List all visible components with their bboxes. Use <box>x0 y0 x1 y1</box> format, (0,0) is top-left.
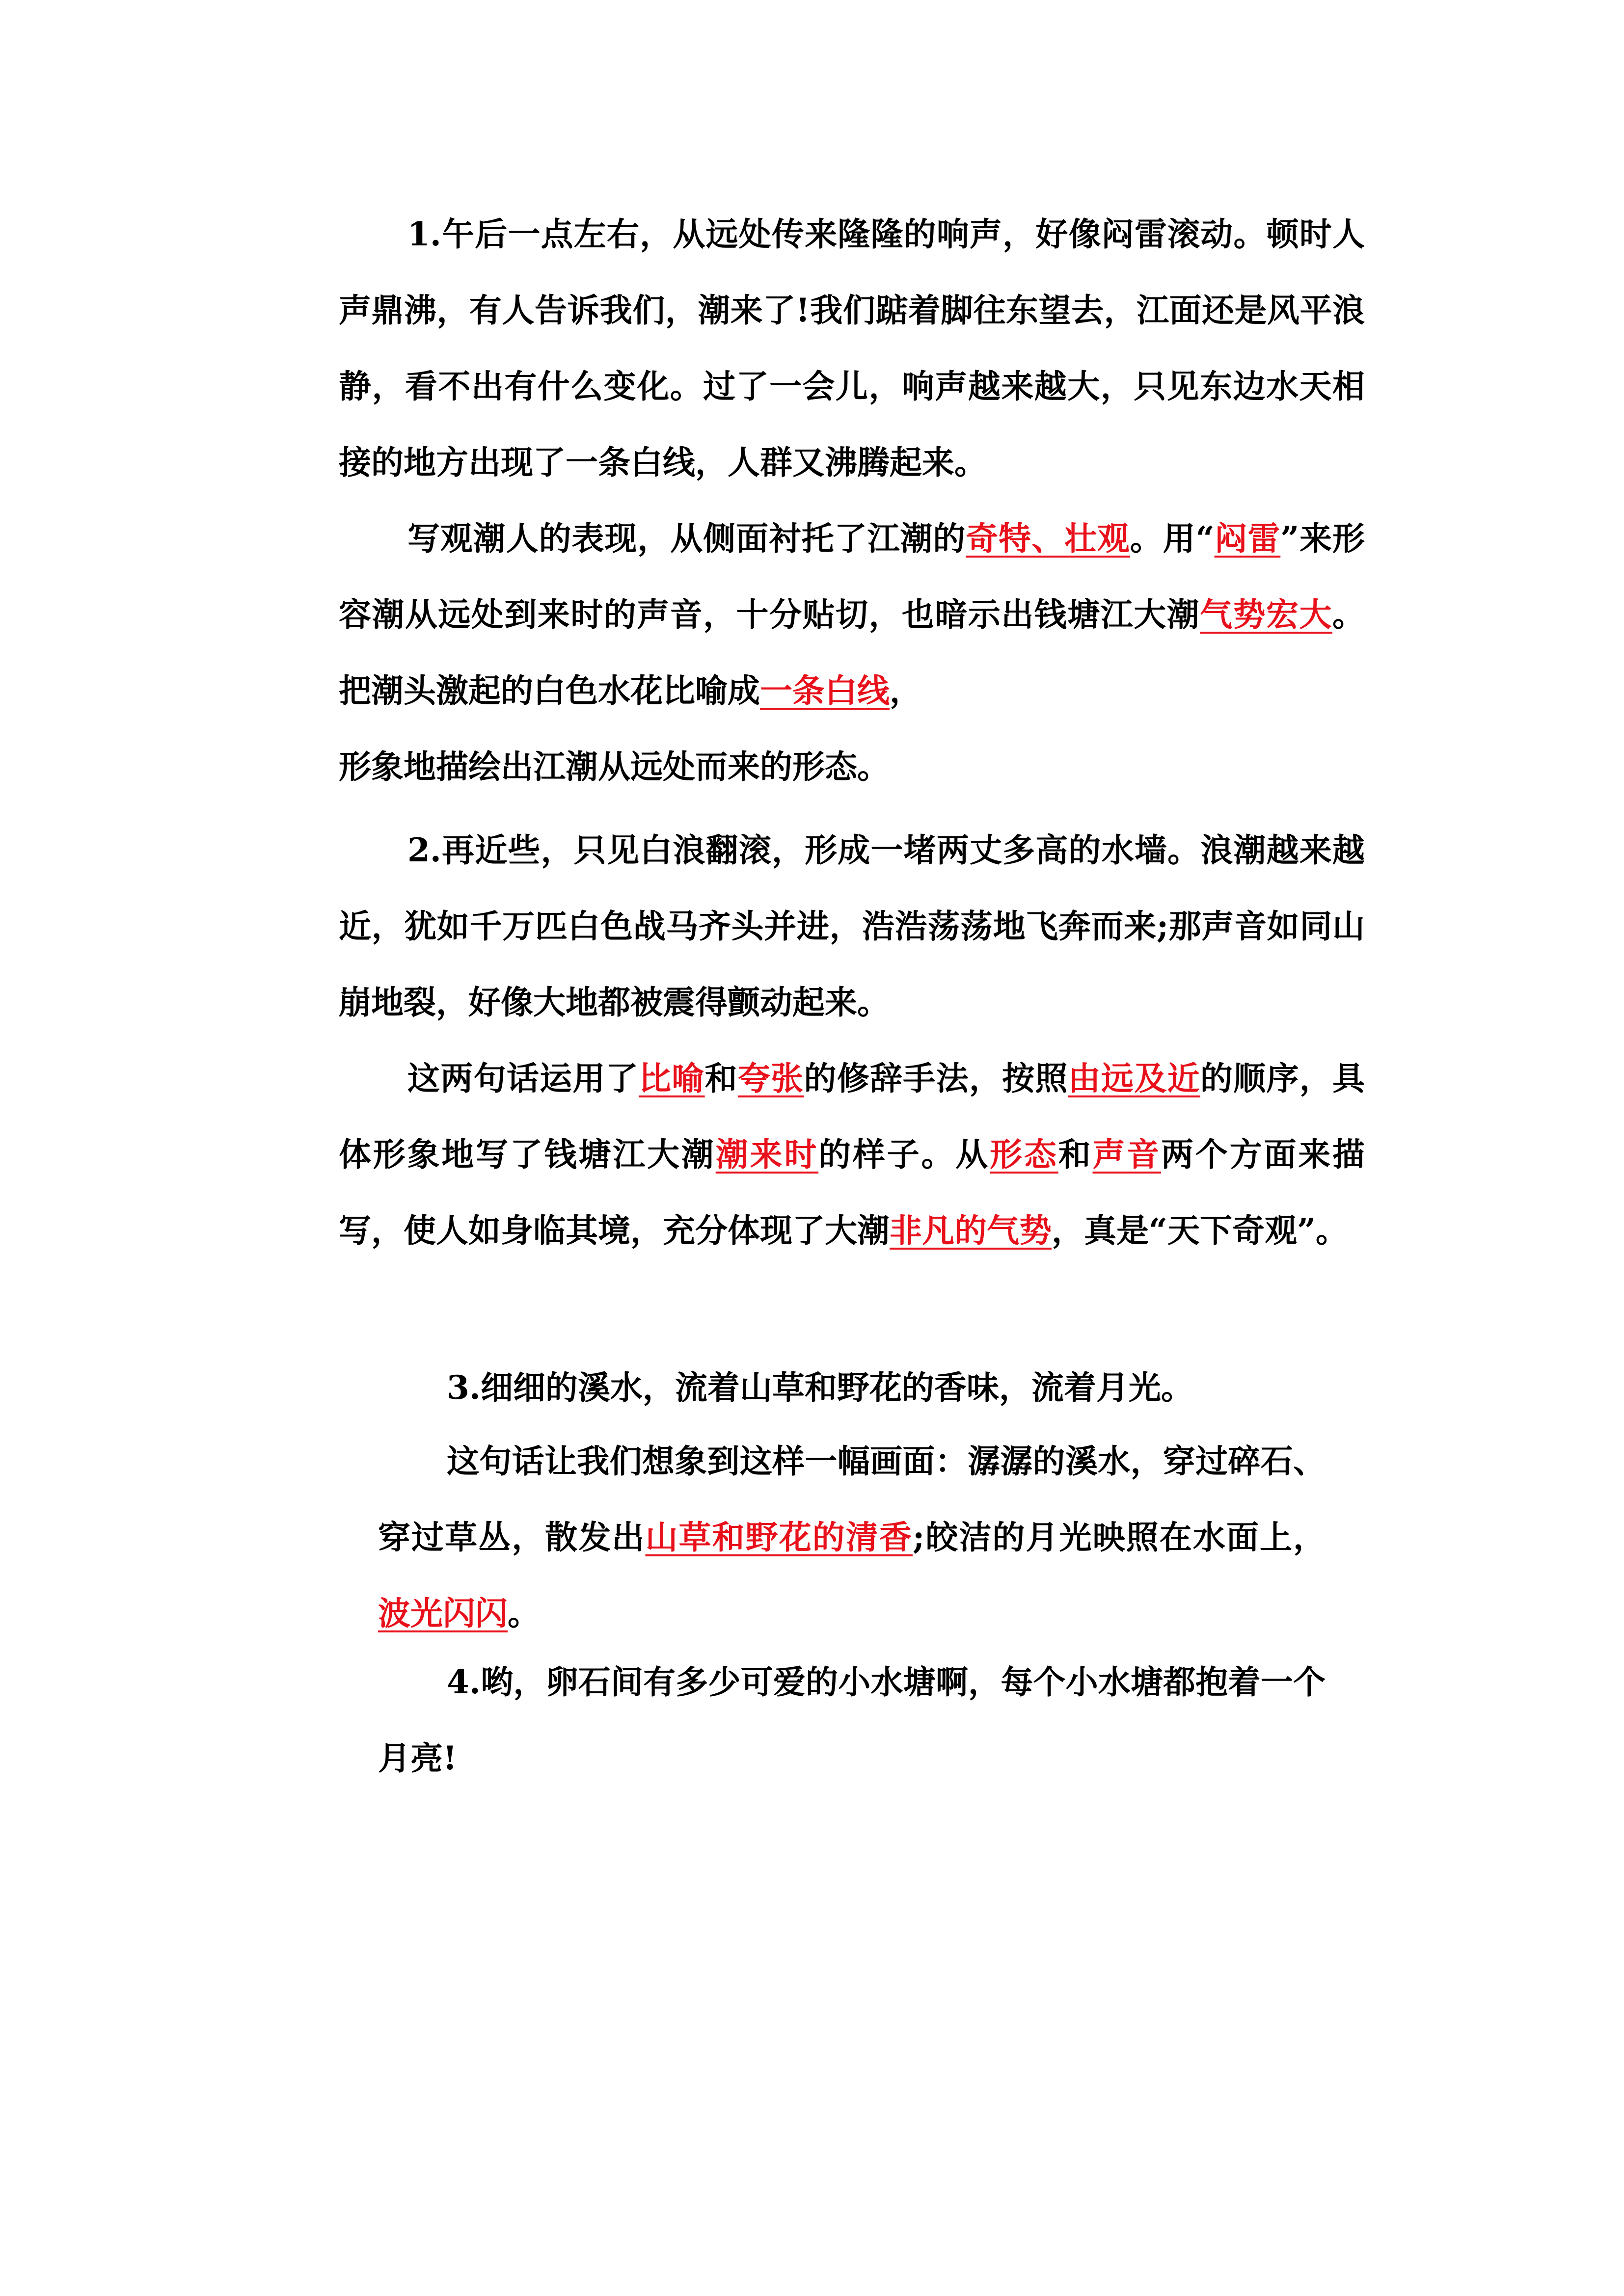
item3-sentence: 3.细细的溪水，流着山草和野花的香味，流着月光。 <box>447 1368 1193 1407</box>
item4-sentence: 4.哟，卵石间有多少可爱的小水塘啊，每个小水塘都抱着一个月亮! <box>378 1663 1326 1777</box>
item1-analysis-text: 写观潮人的表现，从侧面衬托了江潮的 <box>407 519 966 558</box>
item2-analysis-text: 这两句话运用了 <box>407 1059 639 1097</box>
answer-blank: 气势宏大 <box>1200 595 1333 634</box>
item2-analysis <box>339 1041 1365 1269</box>
item1-sentence: 1.午后一点左右，从远处传来隆隆的响声，好像闷雷滚动。顿时人声鼎沸，有人告诉我们，潮来了!我们踮着脚往东望去，江面还是风平浪静，看不出有什么变化。过了一会儿，响声越来越大，只见东边水天相接的地方出现了一条白线，人群又沸腾起来。 <box>339 215 1365 481</box>
answer-blank: 由远及近 <box>1068 1059 1200 1097</box>
item2-analysis-text: 的修辞手法，按照 <box>804 1059 1068 1097</box>
answer-blank: 山草和野花的清香 <box>645 1518 913 1556</box>
item1-analysis-text: 。用“ <box>1130 519 1215 558</box>
item1-analysis-text: 。把潮头激起的白色水花比喻成 <box>339 595 1365 710</box>
answer-blank: 闷雷 <box>1214 519 1281 558</box>
item2-analysis-text: 的样子。从 <box>818 1135 990 1174</box>
item2-analysis-text: 和 <box>1058 1135 1093 1174</box>
item2-analysis-text: ，真是“天下奇观”。 <box>1052 1211 1348 1250</box>
answer-blank: 非凡的气势 <box>890 1211 1052 1250</box>
item2-analysis-text: 的顺序，具体形象地写了钱塘江大潮 <box>339 1059 1365 1174</box>
item1-analysis-text: ”来形容潮从远处到来时的声音，十分贴切，也暗示出钱塘江大潮 <box>339 519 1365 634</box>
item1-analysis-text: ， <box>890 671 922 710</box>
item2-analysis-text: 和 <box>704 1059 738 1097</box>
item1-analysis-line2: 形象地描绘出江潮从远处而来的形态。 <box>339 748 890 786</box>
item2-analysis-text: 两个方面来描写，使人如身临其境，充分体现了大潮 <box>339 1135 1365 1250</box>
answer-blank: 波光闪闪 <box>378 1594 508 1632</box>
answer-blank: 形态 <box>990 1135 1058 1174</box>
answer-blank: 声音 <box>1092 1135 1162 1174</box>
item2-sentence: 2.再近些，只见白浪翻滚，形成一堵两丈多高的水墙。浪潮越来越近，犹如千万匹白色战马齐头并进，浩浩荡荡地飞奔而来;那声音如同山崩地裂，好像大地都被震得颤动起来。 <box>339 831 1365 1021</box>
item3-analysis <box>378 1423 1326 1652</box>
answer-blank: 一条白线 <box>760 671 890 710</box>
item3-analysis-text: 。 <box>508 1594 540 1632</box>
answer-blank: 比喻 <box>639 1059 705 1097</box>
answer-blank: 奇特、壮观 <box>966 519 1130 558</box>
item1-analysis <box>339 501 1365 729</box>
item3-analysis-text: ;皎洁的月光映照在水面上， <box>912 1518 1326 1556</box>
answer-blank: 潮来时 <box>715 1135 819 1174</box>
item3-analysis-text: 这句话让我们想象到这样一幅画面：潺潺的溪水，穿过碎石、穿过草丛，散发出 <box>378 1442 1326 1556</box>
answer-blank: 夸张 <box>737 1059 804 1097</box>
